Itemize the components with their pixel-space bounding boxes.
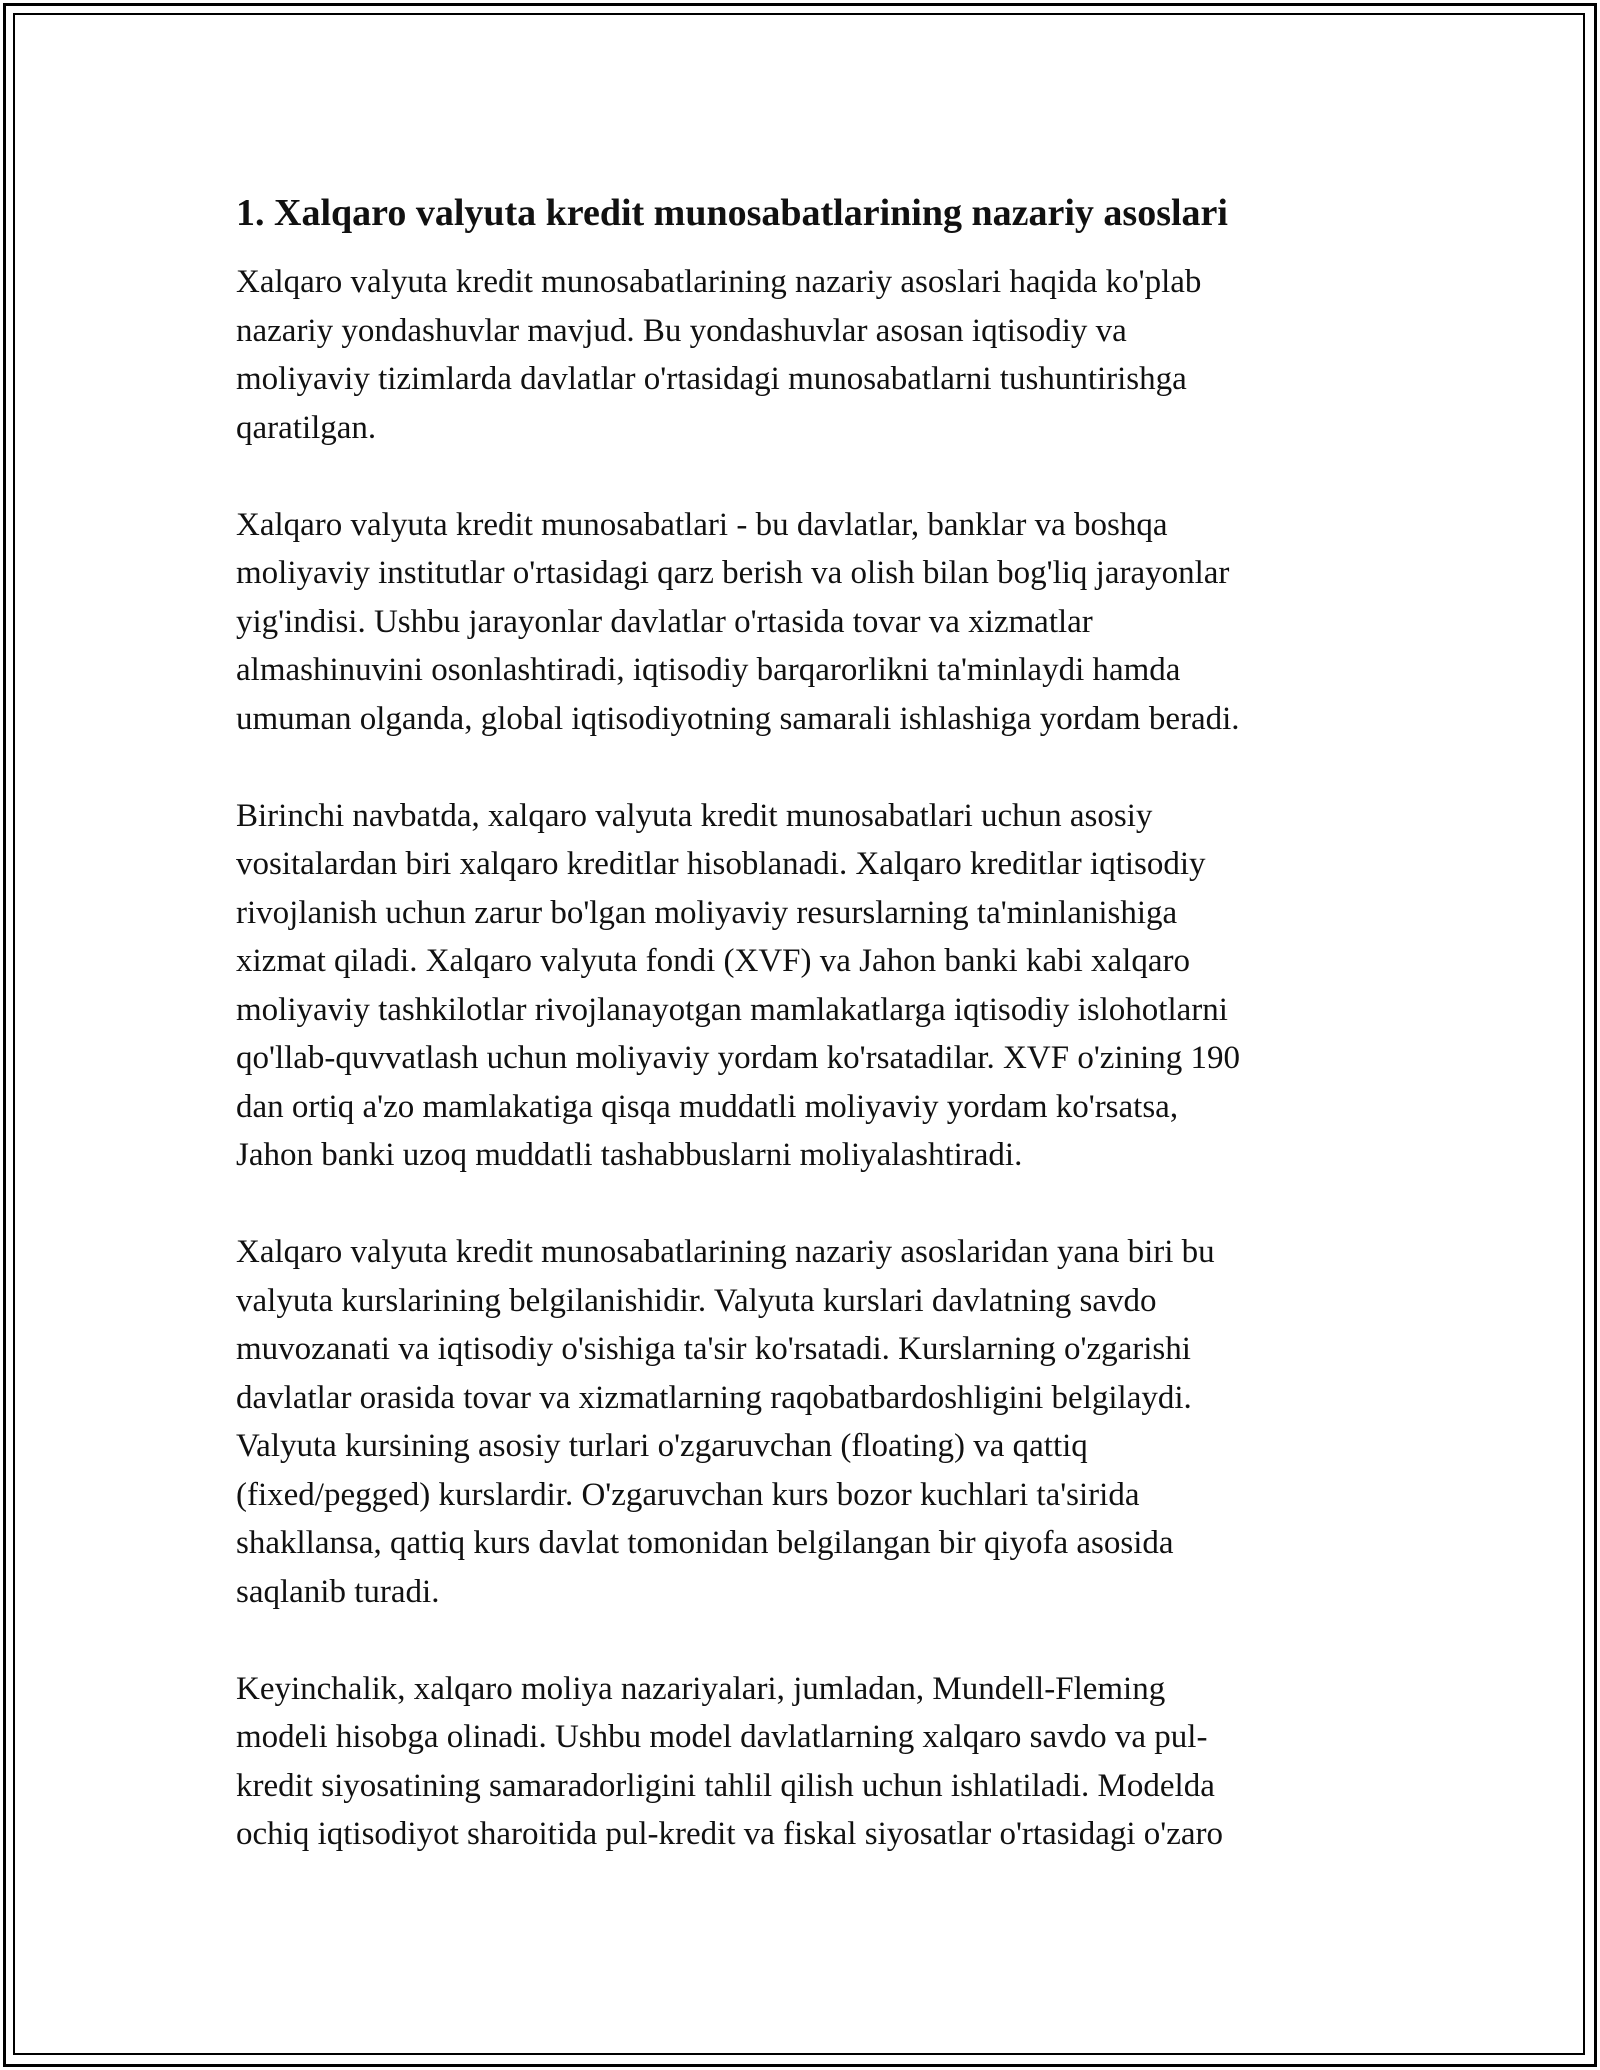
text-line: nazariy yondashuvlar mavjud. Bu yondashuvlar asosan iqtisodiy va: [236, 312, 1127, 349]
paragraph-5: [236, 1665, 1366, 1859]
text-line: moliyaviy institutlar o'rtasidagi qarz berish va olish bilan bog'liq jarayonlar: [236, 555, 1230, 591]
text-line: Xalqaro valyuta kredit munosabatlarining nazariy asoslari haqida ko'plab: [236, 264, 1202, 300]
text-line: saqlanib turadi.: [236, 1573, 440, 1610]
text-line: dan ortiq a'zo mamlakatiga qisqa muddatli moliyaviy yordam ko'rsatsa,: [236, 1088, 1179, 1125]
text-line: almashinuvini osonlashtiradi, iqtisodiy barqarorlikni ta'minlaydi hamda: [236, 652, 1181, 688]
text-line: rivojlanish uchun zarur bo'lgan moliyaviy resurslarning ta'minlanishiga: [236, 894, 1178, 931]
text-line: Xalqaro valyuta kredit munosabatlari - bu davlatlar, banklar va boshqa: [236, 506, 1168, 543]
text-line: qaratilgan.: [236, 409, 377, 446]
text-line: xizmat qiladi. Xalqaro valyuta fondi (XVF) va Jahon banki kabi xalqaro: [236, 943, 1190, 979]
text-line: moliyaviy tashkilotlar rivojlanayotgan mamlakatlarga iqtisodiy islohotlarni: [236, 991, 1228, 1028]
text-line: Xalqaro valyuta kredit munosabatlarining nazariy asoslaridan yana biri bu: [236, 1234, 1215, 1270]
paragraph-1: [236, 258, 1366, 452]
paragraph-4: [236, 1228, 1366, 1616]
paragraph-2: [236, 501, 1366, 744]
text-line: Birinchi navbatda, xalqaro valyuta kredit munosabatlari uchun asosiy: [236, 797, 1153, 834]
text-line: qo'llab-quvvatlash uchun moliyaviy yordam ko'rsatadilar. XVF o'zining 190: [236, 1040, 1241, 1076]
document-body: [236, 188, 1366, 1907]
text-line: moliyaviy tizimlarda davlatlar o'rtasidagi munosabatlarni tushuntirishga: [236, 361, 1187, 397]
text-line: shakllansa, qattiq kurs davlat tomonidan belgilangan bir qiyofa asosida: [236, 1525, 1174, 1561]
text-line: davlatlar orasida tovar va xizmatlarning raqobatbardoshligini belgilaydi.: [236, 1379, 1192, 1416]
text-line: (fixed/pegged) kurslardir. O'zgaruvchan kurs bozor kuchlari ta'sirida: [236, 1476, 1140, 1513]
text-line: umuman olganda, global iqtisodiyotning samarali ishlashiga yordam beradi.: [236, 700, 1240, 737]
text-line: Jahon banki uzoq muddatli tashabbuslarni moliyalashtiradi.: [236, 1137, 1023, 1173]
paragraph-3: [236, 792, 1366, 1180]
text-line: yig'indisi. Ushbu jarayonlar davlatlar o'rtasida tovar va xizmatlar: [236, 603, 1093, 640]
text-line: kredit siyosatining samaradorligini tahlil qilish uchun ishlatiladi. Modelda: [236, 1767, 1215, 1804]
text-line: Valyuta kursining asosiy turlari o'zgaruvchan (floating) va qattiq: [236, 1428, 1088, 1464]
text-line: modeli hisobga olinadi. Ushbu model davlatlarning xalqaro savdo va pul-: [236, 1719, 1208, 1755]
text-line: muvozanati va iqtisodiy o'sishiga ta'sir ko'rsatadi. Kurslarning o'zgarishi: [236, 1331, 1191, 1367]
text-line: Keyinchalik, xalqaro moliya nazariyalari, jumladan, Mundell-Fleming: [236, 1670, 1166, 1707]
section-heading: 1. Xalqaro valyuta kredit munosabatlarining nazariy asoslari: [236, 192, 1228, 234]
text-line: valyuta kurslarining belgilanishidir. Valyuta kurslari davlatning savdo: [236, 1282, 1157, 1319]
text-line: vositalardan biri xalqaro kreditlar hisoblanadi. Xalqaro kreditlar iqtisodiy: [236, 846, 1206, 882]
text-line: ochiq iqtisodiyot sharoitida pul-kredit va fiskal siyosatlar o'rtasidagi o'zaro: [236, 1816, 1224, 1852]
